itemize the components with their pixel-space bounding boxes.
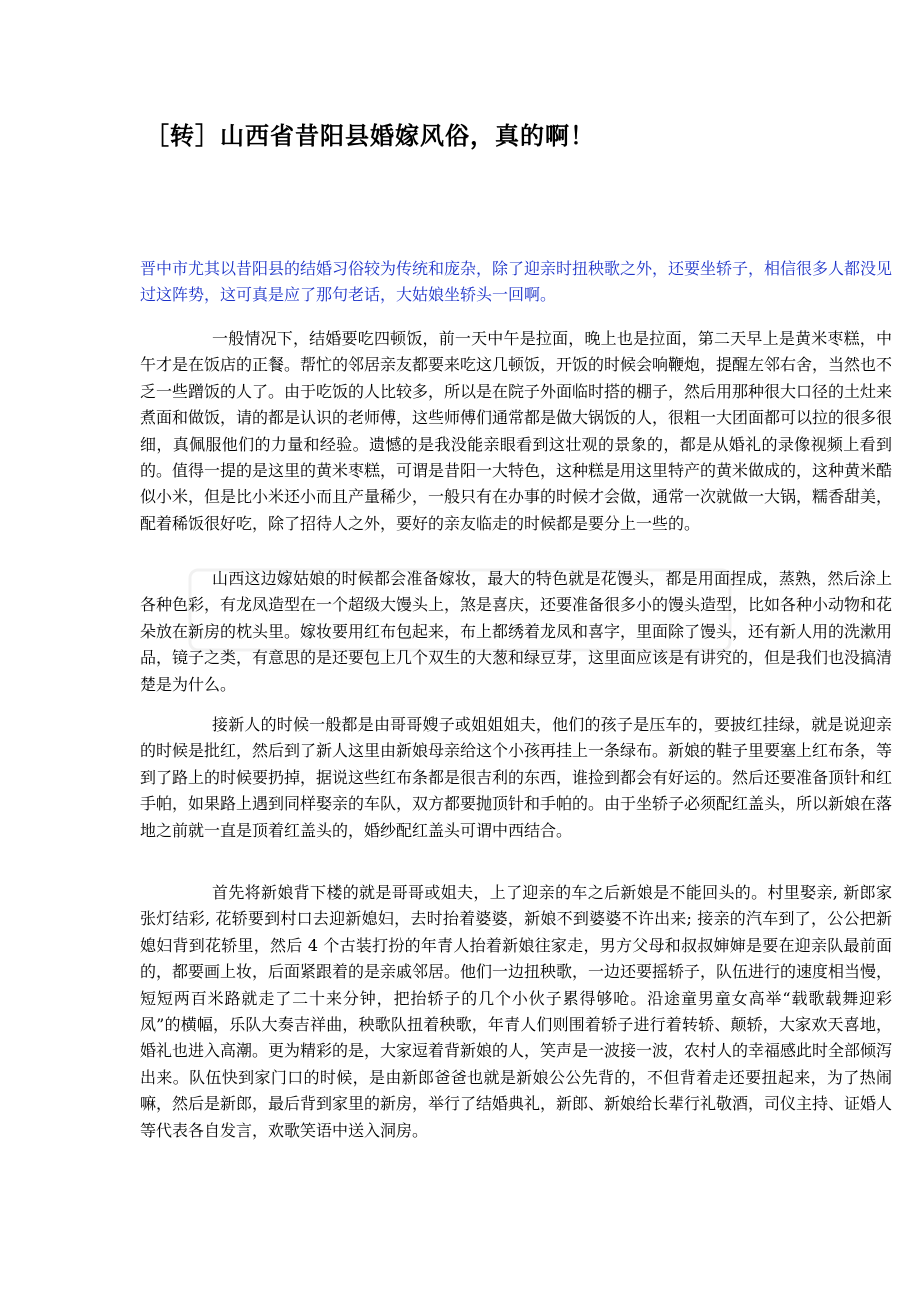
paragraph-pickup: 接新人的时候一般都是由哥哥嫂子或姐姐姐夫，他们的孩子是压车的，要披红挂绿，就是说迎亲的时候是批红，然后到了新人这里由新娘母亲给这个小孩再挂上一条绿布。新娘的鞋子里要塞上红布条，等到了路上的时候要扔掉，据说这些红布条都是很吉利的东西，谁捡到都会有好运的。然后还要准备顶针和红手帕，如果路上遇到同样娶亲的车队，双方都要抛顶针和手帕的。由于坐轿子必须配红盖头，所以新娘在落地之前就一直是顶着红盖头的，婚纱配红盖头可谓中西结合。 — [140, 715, 893, 840]
document-title: ［转］山西省昔阳县婚嫁风俗，真的啊！ — [145, 121, 595, 150]
paragraph-procession: 首先将新娘背下楼的就是哥哥或姐夫，上了迎亲的车之后新娘是不能回头的。村里娶亲, 新郎家张灯结彩, 花轿要到村口去迎新媳妇，去时抬着婆婆，新娘不到婆婆不许出来; 接亲的汽车到了，公公把新媳妇背到花轿里，然后 4 个古装打扮的年青人抬着新娘往家走，男方父母和叔叔婶婶是要在迎亲队最前面的，都要画上妆，后面紧跟着的是亲戚邻居。他们一边扭秧歌，一边还要摇轿子，队伍进行的速度相当慢，短短两百米路就走了二十来分钟，把抬轿子的几个小伙子累得够呛。沿途童男童女高举“载歌载舞迎彩凤”的横幅，乐队大奏吉祥曲，秧歌队扭着秧歌，年青人们则围着轿子进行着转轿、颠轿，大家欢天喜地，婚礼也进入高潮。更为精彩的是，大家逗着背新娘的人，笑声是一波接一波，农村人的幸福感此时全部倾泻出来。队伍快到家门口的时候，是由新郎爸爸也就是新娘公公先背的，不但背着走还要扭起来，为了热闹嘛，然后是新郎，最后背到家里的新房，举行了结婚典礼，新郎、新娘给长辈行礼敬酒，司仪主持、证婚人等代表各自发言，欢歌笑语中送入洞房。 — [140, 883, 893, 1140]
paragraph-meals: 一般情况下，结婚要吃四顿饭，前一天中午是拉面，晚上也是拉面，第二天早上是黄米枣糕，中午才是在饭店的正餐。帮忙的邻居亲友都要来吃这几顿饭，开饭的时候会响鞭炮，提醒左邻右舍，当然也不乏一些蹭饭的人了。由于吃饭的人比较多，所以是在院子外面临时搭的棚子，然后用那种很大口径的土灶来煮面和做饭，请的都是认识的老师傅，这些师傅们通常都是做大锅饭的人，很粗一大团面都可以拉的很多很细，真佩服他们的力量和经验。遗憾的是我没能亲眼看到这壮观的景象的，都是从婚礼的录像视频上看到的。值得一提的是这里的黄米枣糕，可谓是昔阳一大特色，这种糕是用这里特产的黄米做成的，这种黄米酷似小米，但是比小米还小而且产量稀少，一般只有在办事的时候才会做，通常一次就做一大锅，糯香甜美，配着稀饭很好吃，除了招待人之外，要好的亲友临走的时候都是要分上一些的。 — [140, 329, 893, 533]
intro-paragraph: 晋中市尤其以昔阳县的结婚习俗较为传统和庞杂，除了迎亲时扭秧歌之外，还要坐轿子，相信很多人都没见过这阵势，这可真是应了那句老话，大姑娘坐轿头一回啊。 — [140, 259, 893, 304]
paragraph-dowry: 山西这边嫁姑娘的时候都会准备嫁妆，最大的特色就是花馒头，都是用面捏成，蒸熟，然后涂上各种色彩，有龙凤造型在一个超级大馒头上，煞是喜庆，还要准备很多小的馒头造型，比如各种小动物和花朵放在新房的枕头里。嫁妆要用红布包起来，布上都绣着龙凤和喜字，里面除了馒头，还有新人用的洗漱用品，镜子之类，有意思的是还要包上几个双生的大葱和绿豆芽，这里面应该是有讲究的，但是我们也没搞清楚是为什么。 — [140, 569, 893, 694]
